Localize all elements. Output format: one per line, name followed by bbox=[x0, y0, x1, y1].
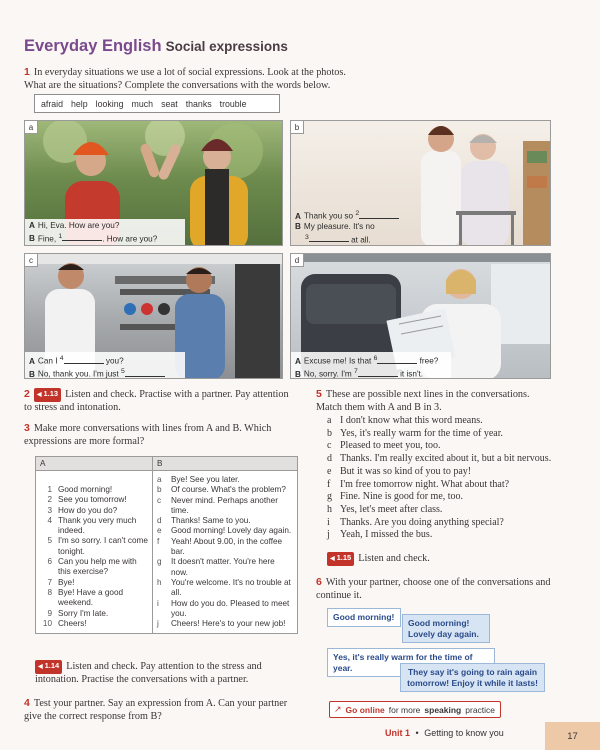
list-item: h You're welcome. It's no trouble at all. bbox=[157, 577, 291, 598]
go-online-link[interactable]: ↗ Go online for more speaking practice bbox=[329, 701, 501, 718]
photo-d: d A Excuse me! Is that $^6$ free? B No, sorry. I'm $^7$ it isn't. bbox=[290, 253, 551, 379]
audio-1-15-icon[interactable]: ◀ 1.15 bbox=[327, 552, 354, 566]
exercise-5-lines bbox=[327, 415, 567, 542]
page-title: Everyday English Social expressions bbox=[24, 37, 288, 55]
audio-1-13-icon[interactable]: ◀ 1.13 bbox=[34, 388, 61, 402]
list-item: 5 I'm so sorry. I can't come tonight. bbox=[47, 536, 148, 556]
exercise-3: 3 Make more conversations with lines from A and B. Which expressions are more formal? bbox=[24, 422, 272, 447]
speech-bubble: Yes, it's really warm for the time of year. bbox=[327, 648, 495, 677]
list-item: g It doesn't matter. You're here now. bbox=[157, 557, 275, 577]
blank-3[interactable] bbox=[309, 234, 349, 242]
list-item: c Pleased to meet you, too. bbox=[327, 440, 441, 452]
list-item: 8 Bye! Have a good weekend. bbox=[47, 587, 124, 608]
speech-bubble: They say it's going to rain again tomorrow! Enjoy it while it lasts! bbox=[400, 663, 545, 692]
list-item: 9 Sorry I'm late. bbox=[47, 608, 109, 618]
list-item: a I don't know what this word means. bbox=[327, 415, 483, 426]
footer-unit: Unit 1 • Getting to know you bbox=[385, 728, 504, 738]
photo-b: b A Thank you so $^2$ B My pleasure. It's no $^3$ at all. bbox=[290, 120, 551, 246]
list-item: b Of course. What's the problem? bbox=[157, 485, 286, 495]
dialogue-b: A Thank you so $^2$ B My pleasure. It's no $^3$ at all. bbox=[291, 207, 419, 246]
list-item: 6 Can you help me with this exercise? bbox=[47, 557, 137, 577]
list-item: i Thanks. Are you doing anything special? bbox=[327, 516, 504, 528]
audio-1-14-icon[interactable]: ◀ 1.14 bbox=[35, 660, 62, 674]
list-item: j Yeah, I missed the bus. bbox=[327, 529, 433, 541]
exercise-2: 2◀ 1.13 Listen and check. Practise with a partner. Pay attention to stress and intonation. bbox=[24, 388, 294, 414]
list-item: h Yes, let's meet after class. bbox=[327, 503, 443, 515]
dialogue-a: A Hi, Eva. How are you? B Fine, $^1$ . How are you? bbox=[25, 219, 185, 246]
blank-2[interactable] bbox=[359, 211, 399, 219]
page-number: 17 bbox=[545, 722, 600, 750]
speech-bubble: Good morning! Lovely day again. bbox=[402, 614, 490, 643]
list-item: g Fine. Nine is good for me, too. bbox=[327, 491, 464, 503]
speech-bubble: Good morning! bbox=[327, 608, 401, 627]
exercise-4: 4 Test your partner. Say an expression from A. Can your partner give the correct response from B? bbox=[24, 697, 288, 722]
blank-6[interactable] bbox=[377, 356, 417, 364]
list-item: 7 Bye! bbox=[47, 577, 75, 587]
list-item: d Thanks! Same to you. bbox=[157, 516, 251, 526]
photo-c: c A Can I $^4$ you? B No, thank you. I'm just $^5$ bbox=[24, 253, 283, 379]
list-item: b Yes, it's really warm for the time of year. bbox=[327, 427, 503, 439]
column-a-header: A bbox=[36, 457, 153, 471]
list-item: i How do you do. Pleased to meet you. bbox=[157, 598, 290, 618]
external-link-icon: ↗ bbox=[334, 704, 342, 714]
list-item: c Never mind. Perhaps another time. bbox=[157, 495, 278, 515]
column-a-list bbox=[40, 485, 148, 629]
blank-1[interactable] bbox=[62, 233, 102, 241]
list-item: e But it was so kind of you to pay! bbox=[327, 465, 472, 477]
blank-4[interactable] bbox=[64, 356, 104, 364]
list-item: 10 Cheers! bbox=[42, 618, 87, 628]
column-b-list bbox=[157, 475, 293, 629]
exercise-3-listen: ◀ 1.14 Listen and check. Pay attention to the stress and intonation. Practise the conversations with a partner. bbox=[35, 660, 300, 686]
column-b-header: B bbox=[153, 457, 298, 471]
list-item: a Bye! See you later. bbox=[157, 475, 240, 484]
list-item: 1 Good morning! bbox=[47, 485, 113, 494]
exercise-5: 5 These are possible next lines in the conversations. Match them with A and B in 3. bbox=[316, 388, 530, 413]
list-item: 2 See you tomorrow! bbox=[47, 495, 127, 505]
photo-a: a A Hi, Eva. How are you? B Fine, $^1$ . How are you? bbox=[24, 120, 283, 246]
dialogue-d: A Excuse me! Is that $^6$ free? B No, sorry. I'm $^7$ it isn't. bbox=[291, 352, 451, 379]
exercise-5-listen: ◀ 1.15 Listen and check. bbox=[327, 552, 430, 566]
list-item: f I'm free tomorrow night. What about that? bbox=[327, 478, 510, 490]
word-box: afraid help looking much seat thanks trouble bbox=[34, 94, 280, 113]
list-item: j Cheers! Here's to your new job! bbox=[157, 619, 286, 629]
match-table bbox=[35, 456, 298, 634]
exercise-1-instructions: 1 In everyday situations we use a lot of social expressions. Look at the photos. What are the situations? Complete the conversations with the words below. bbox=[24, 66, 346, 91]
blank-7[interactable] bbox=[358, 369, 398, 377]
dialogue-c: A Can I $^4$ you? B No, thank you. I'm just $^5$ bbox=[25, 352, 185, 379]
list-item: 3 How do you do? bbox=[47, 505, 118, 515]
list-item: e Good morning! Lovely day again. bbox=[157, 526, 292, 536]
list-item: f Yeah! About 9.00, in the coffee bar. bbox=[157, 536, 283, 557]
exercise-6: 6 With your partner, choose one of the conversations and continue it. bbox=[316, 576, 551, 601]
list-item: d Thanks. I'm really excited about it, but a bit nervous. bbox=[327, 453, 552, 465]
list-item: 4 Thank you very much indeed. bbox=[47, 515, 137, 536]
blank-5[interactable] bbox=[125, 369, 165, 377]
